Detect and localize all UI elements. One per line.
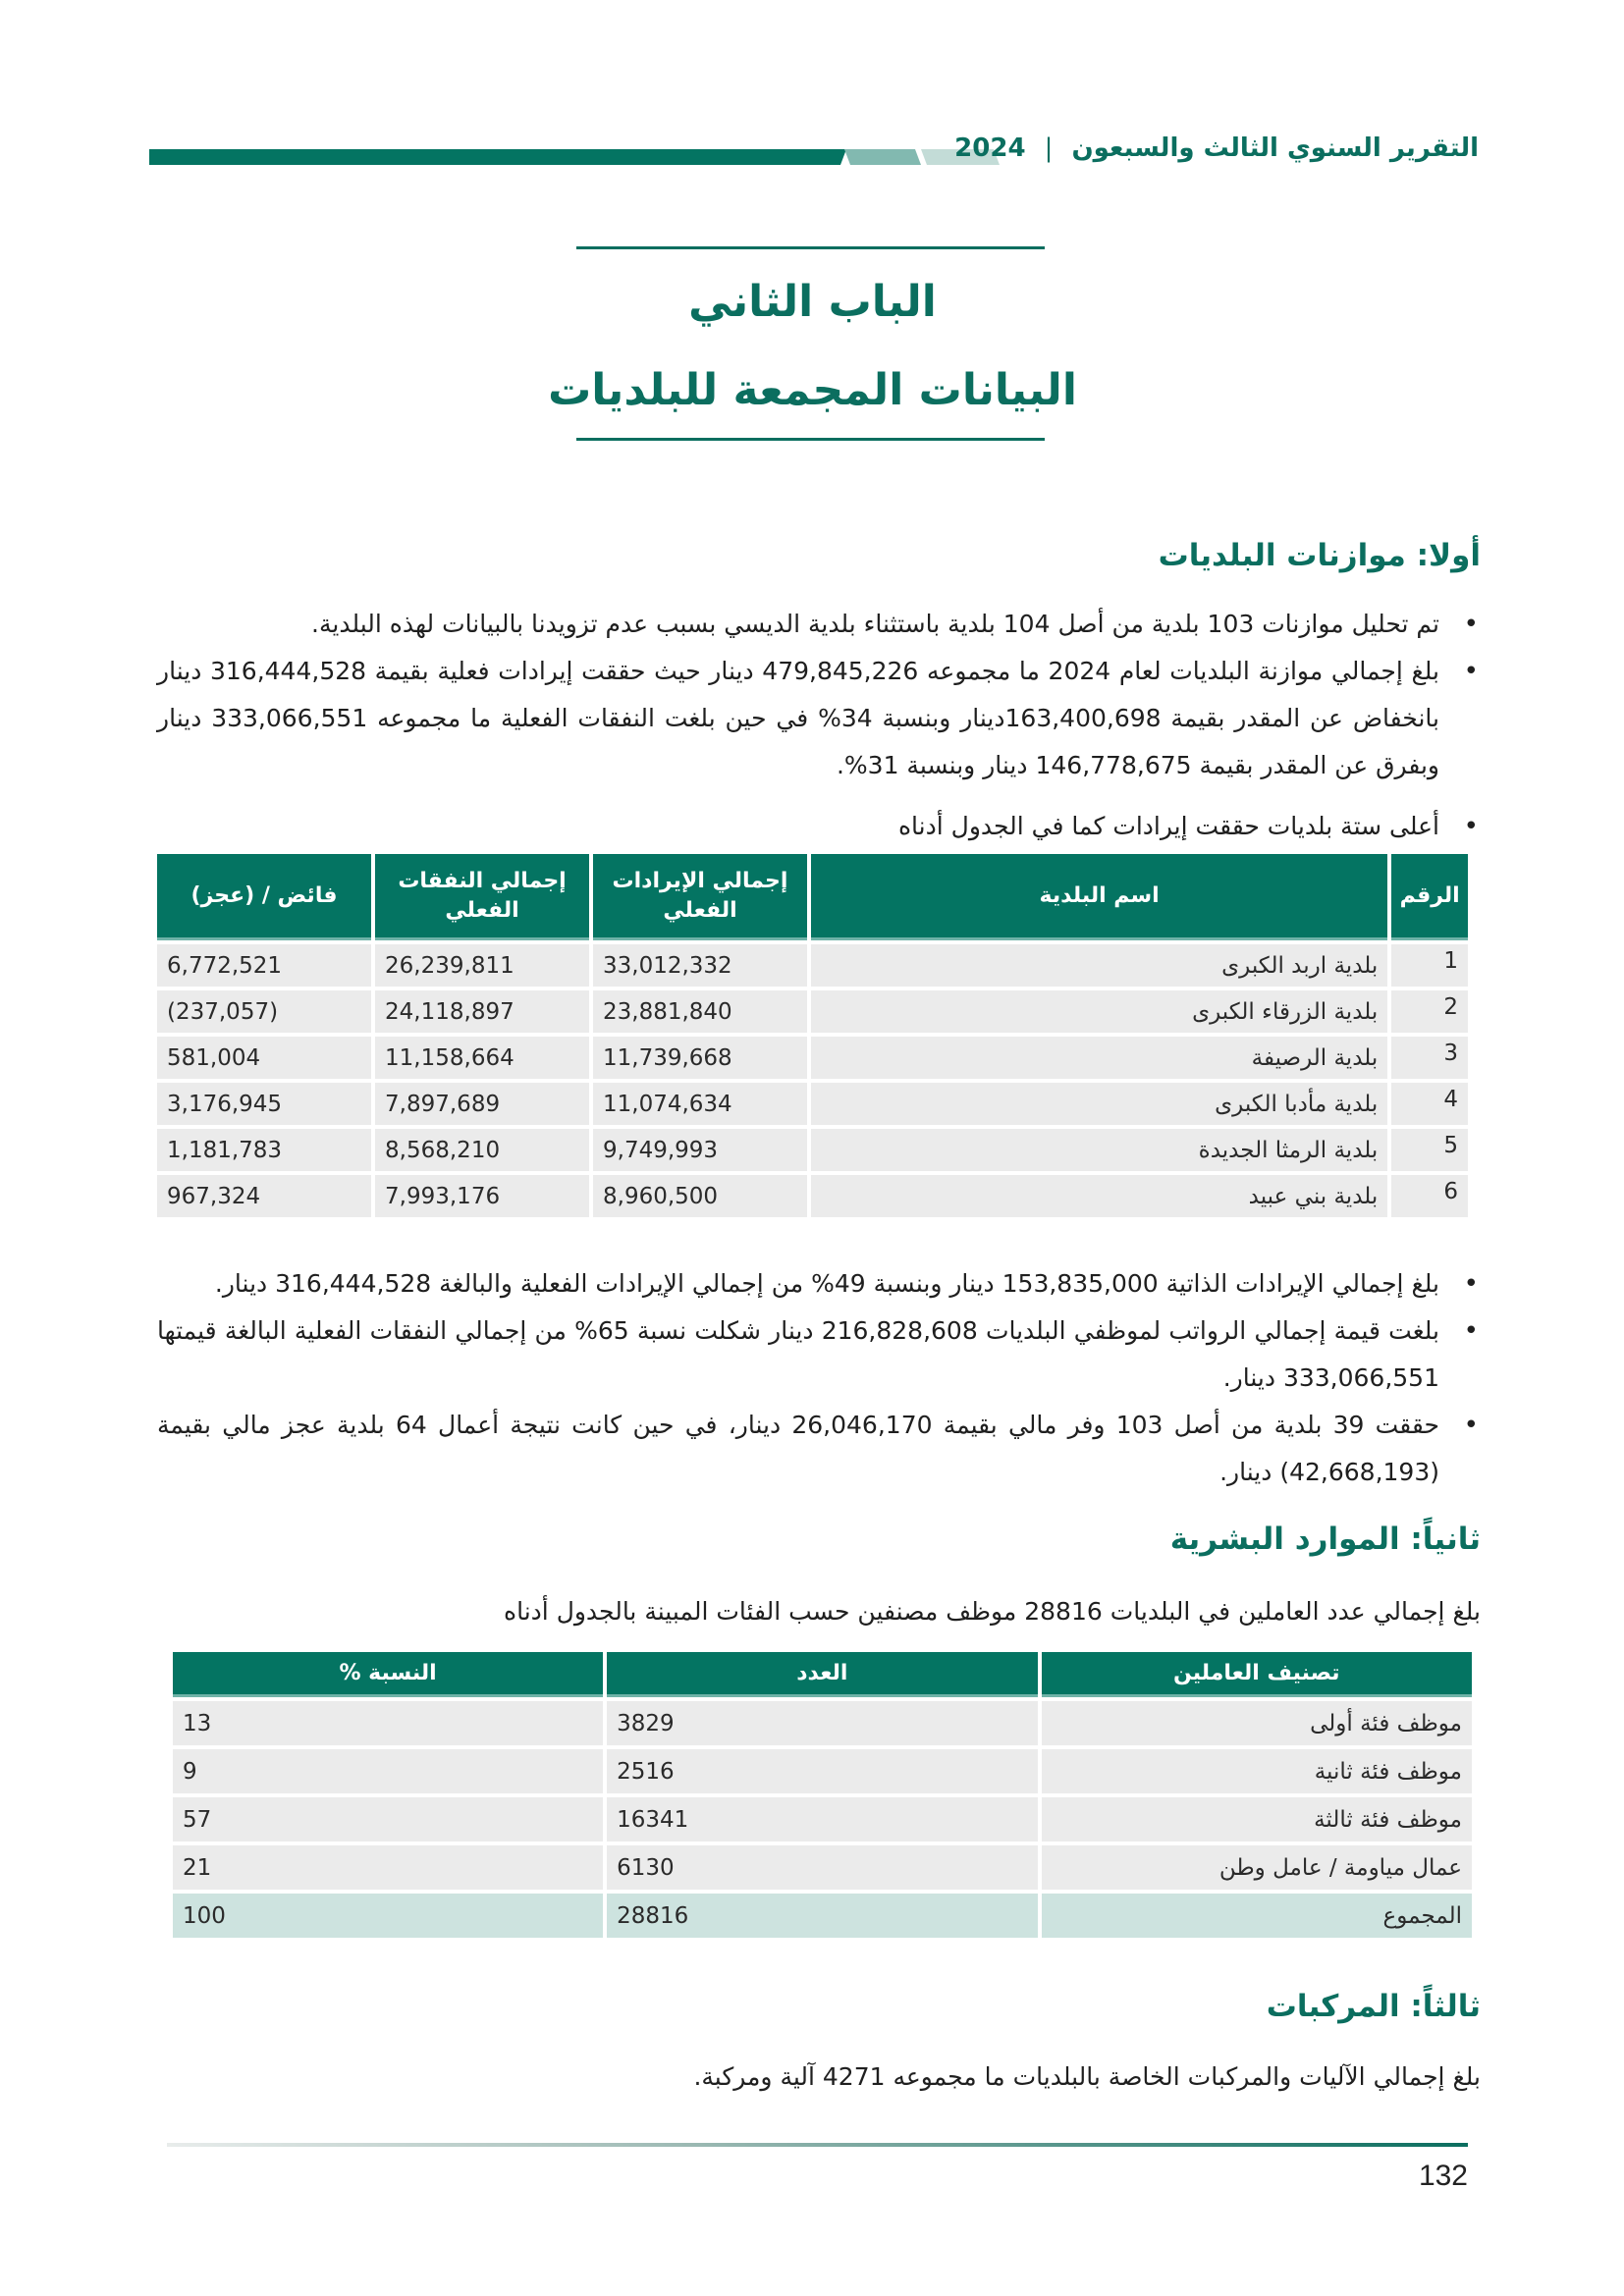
cell-count: 2516 (607, 1749, 1037, 1793)
cell-municipality: بلدية الزرقاء الكبرى (811, 990, 1387, 1033)
cell-surplus: 3,176,945 (157, 1083, 371, 1125)
col-header-surplus: فائض / (عجز) (157, 854, 371, 940)
report-year: 2024 (954, 133, 1026, 163)
cell-category: موظف فئة أولى (1042, 1701, 1472, 1745)
bullet-item: • بلغت قيمة إجمالي الرواتب لموظفي البلديات 216,828,608 دينار شكلت نسبة 65% من إجمالي النفقات الفعلية البالغة قيمتها 333,066,551 دينار. (157, 1308, 1439, 1402)
cell-number: 1 (1391, 944, 1468, 987)
chapter-number: الباب الثاني (688, 277, 937, 327)
table-header-row (173, 1652, 1472, 1697)
budget-bullets (157, 601, 1481, 850)
bullet-item: • أعلى ستة بلديات حققت إيرادات كما في الجدول أدناه (157, 803, 1439, 850)
cell-expenses: 7,993,176 (375, 1175, 589, 1217)
cell-number: 4 (1391, 1083, 1468, 1125)
section-heading-vehicles: ثالثاً: المركبات (1266, 1989, 1481, 2024)
cell-number: 5 (1391, 1129, 1468, 1171)
cell-percent: 57 (173, 1797, 603, 1842)
col-header-municipality: اسم البلدية (811, 854, 1387, 940)
cell-municipality: بلدية الرصيفة (811, 1037, 1387, 1079)
chapter-title: البيانات المجمعة للبلديات (548, 365, 1077, 415)
cell-revenue: 11,074,634 (593, 1083, 807, 1125)
report-header (954, 133, 1479, 163)
header-bar-mid (844, 149, 921, 165)
chapter-rule-bottom (576, 438, 1045, 441)
col-header-revenue: إجمالي الإيرادات الفعلي (593, 854, 807, 940)
cell-municipality: بلدية اربد الكبرى (811, 944, 1387, 987)
col-header-expenses: إجمالي النفقات الفعلي (375, 854, 589, 940)
cell-surplus: 581,004 (157, 1037, 371, 1079)
cell-expenses: 11,158,664 (375, 1037, 589, 1079)
cell-category: موظف فئة ثانية (1042, 1749, 1472, 1793)
cell-surplus: 6,772,521 (157, 944, 371, 987)
cell-revenue: 11,739,668 (593, 1037, 807, 1079)
table-header-row (157, 854, 1468, 940)
cell-revenue: 8,960,500 (593, 1175, 807, 1217)
budget-summary-bullets (157, 1260, 1481, 1496)
cell-category: عمال مياومة / عامل وطن (1042, 1845, 1472, 1890)
table-row (157, 944, 1468, 987)
cell-surplus: 967,324 (157, 1175, 371, 1217)
cell-municipality: بلدية بني عبيد (811, 1175, 1387, 1217)
cell-category: موظف فئة ثالثة (1042, 1797, 1472, 1842)
cell-count: 16341 (607, 1797, 1037, 1842)
cell-expenses: 8,568,210 (375, 1129, 589, 1171)
col-header-count: العدد (607, 1652, 1037, 1697)
cell-expenses: 26,239,811 (375, 944, 589, 987)
cell-municipality: بلدية مأدبا الكبرى (811, 1083, 1387, 1125)
bullet-item: • تم تحليل موازنات 103 بلدية من أصل 104 بلدية باستثناء بلدية الديسي بسبب عدم تزويدنا بالبيانات لهذه البلدية. (157, 601, 1439, 648)
section-heading-hr: ثانياً: الموارد البشرية (1169, 1522, 1481, 1557)
cell-revenue: 33,012,332 (593, 944, 807, 987)
footer-rule (167, 2143, 1468, 2147)
header-bar-dark (149, 149, 846, 165)
table-row (157, 1037, 1468, 1079)
vehicles-text: بلغ إجمالي الآليات والمركبات الخاصة بالبلديات ما مجموعه 4271 آلية ومركبة. (693, 2062, 1481, 2091)
cell-total-label: المجموع (1042, 1894, 1472, 1938)
cell-expenses: 7,897,689 (375, 1083, 589, 1125)
bullet-item: • حققت 39 بلدية من أصل 103 وفر مالي بقيمة 26,046,170 دينار، في حين كانت نتيجة أعمال 64 بلدية عجز مالي بقيمة (42,668,193) دينار. (157, 1402, 1439, 1496)
employees-table (169, 1648, 1476, 1942)
cell-surplus: (237,057) (157, 990, 371, 1033)
col-header-percent: النسبة % (173, 1652, 603, 1697)
cell-total-count: 28816 (607, 1894, 1037, 1938)
cell-revenue: 23,881,840 (593, 990, 807, 1033)
bullet-item: • بلغ إجمالي الإيرادات الذاتية 153,835,000 دينار وبنسبة 49% من إجمالي الإيرادات الفعلية والبالغة 316,444,528 دينار. (157, 1260, 1439, 1308)
table-row (173, 1797, 1472, 1842)
col-header-category: تصنيف العاملين (1042, 1652, 1472, 1697)
cell-number: 3 (1391, 1037, 1468, 1079)
cell-number: 6 (1391, 1175, 1468, 1217)
table-row (157, 1175, 1468, 1217)
cell-percent: 13 (173, 1701, 603, 1745)
table-row (173, 1845, 1472, 1890)
cell-count: 6130 (607, 1845, 1037, 1890)
table-row (157, 990, 1468, 1033)
section-heading-budgets: أولا: موازنات البلديات (1158, 538, 1481, 573)
cell-percent: 9 (173, 1749, 603, 1793)
cell-expenses: 24,118,897 (375, 990, 589, 1033)
cell-total-percent: 100 (173, 1894, 603, 1938)
cell-percent: 21 (173, 1845, 603, 1890)
cell-count: 3829 (607, 1701, 1037, 1745)
col-header-number: الرقم (1391, 854, 1468, 940)
bullet-item: • بلغ إجمالي موازنة البلديات لعام 2024 ما مجموعه 479,845,226 دينار حيث حققت إيرادات فعلية بقيمة 316,444,528 دينار بانخفاض عن المقدر بقيمة 163,400,698دينار وبنسبة 34% في حين بلغت النفقات الفعلية ما مجموعه 333,066,551 دينار وبفرق عن المقدر بقيمة 146,778,675 دينار وبنسبة 31%. (157, 648, 1439, 789)
table-total-row (173, 1894, 1472, 1938)
table-row (173, 1701, 1472, 1745)
report-title: التقرير السنوي الثالث والسبعون (1071, 133, 1479, 163)
table-row (157, 1083, 1468, 1125)
header-separator: | (1044, 133, 1054, 163)
cell-number: 2 (1391, 990, 1468, 1033)
hr-intro: بلغ إجمالي عدد العاملين في البلديات 28816 موظف مصنفين حسب الفئات المبينة بالجدول أدناه (504, 1597, 1481, 1626)
table-row (173, 1749, 1472, 1793)
chapter-rule-top (576, 246, 1045, 249)
top-municipalities-table (153, 850, 1472, 1221)
cell-municipality: بلدية الرمثا الجديدة (811, 1129, 1387, 1171)
page-number: 132 (1418, 2160, 1468, 2192)
cell-revenue: 9,749,993 (593, 1129, 807, 1171)
table-row (157, 1129, 1468, 1171)
cell-surplus: 1,181,783 (157, 1129, 371, 1171)
